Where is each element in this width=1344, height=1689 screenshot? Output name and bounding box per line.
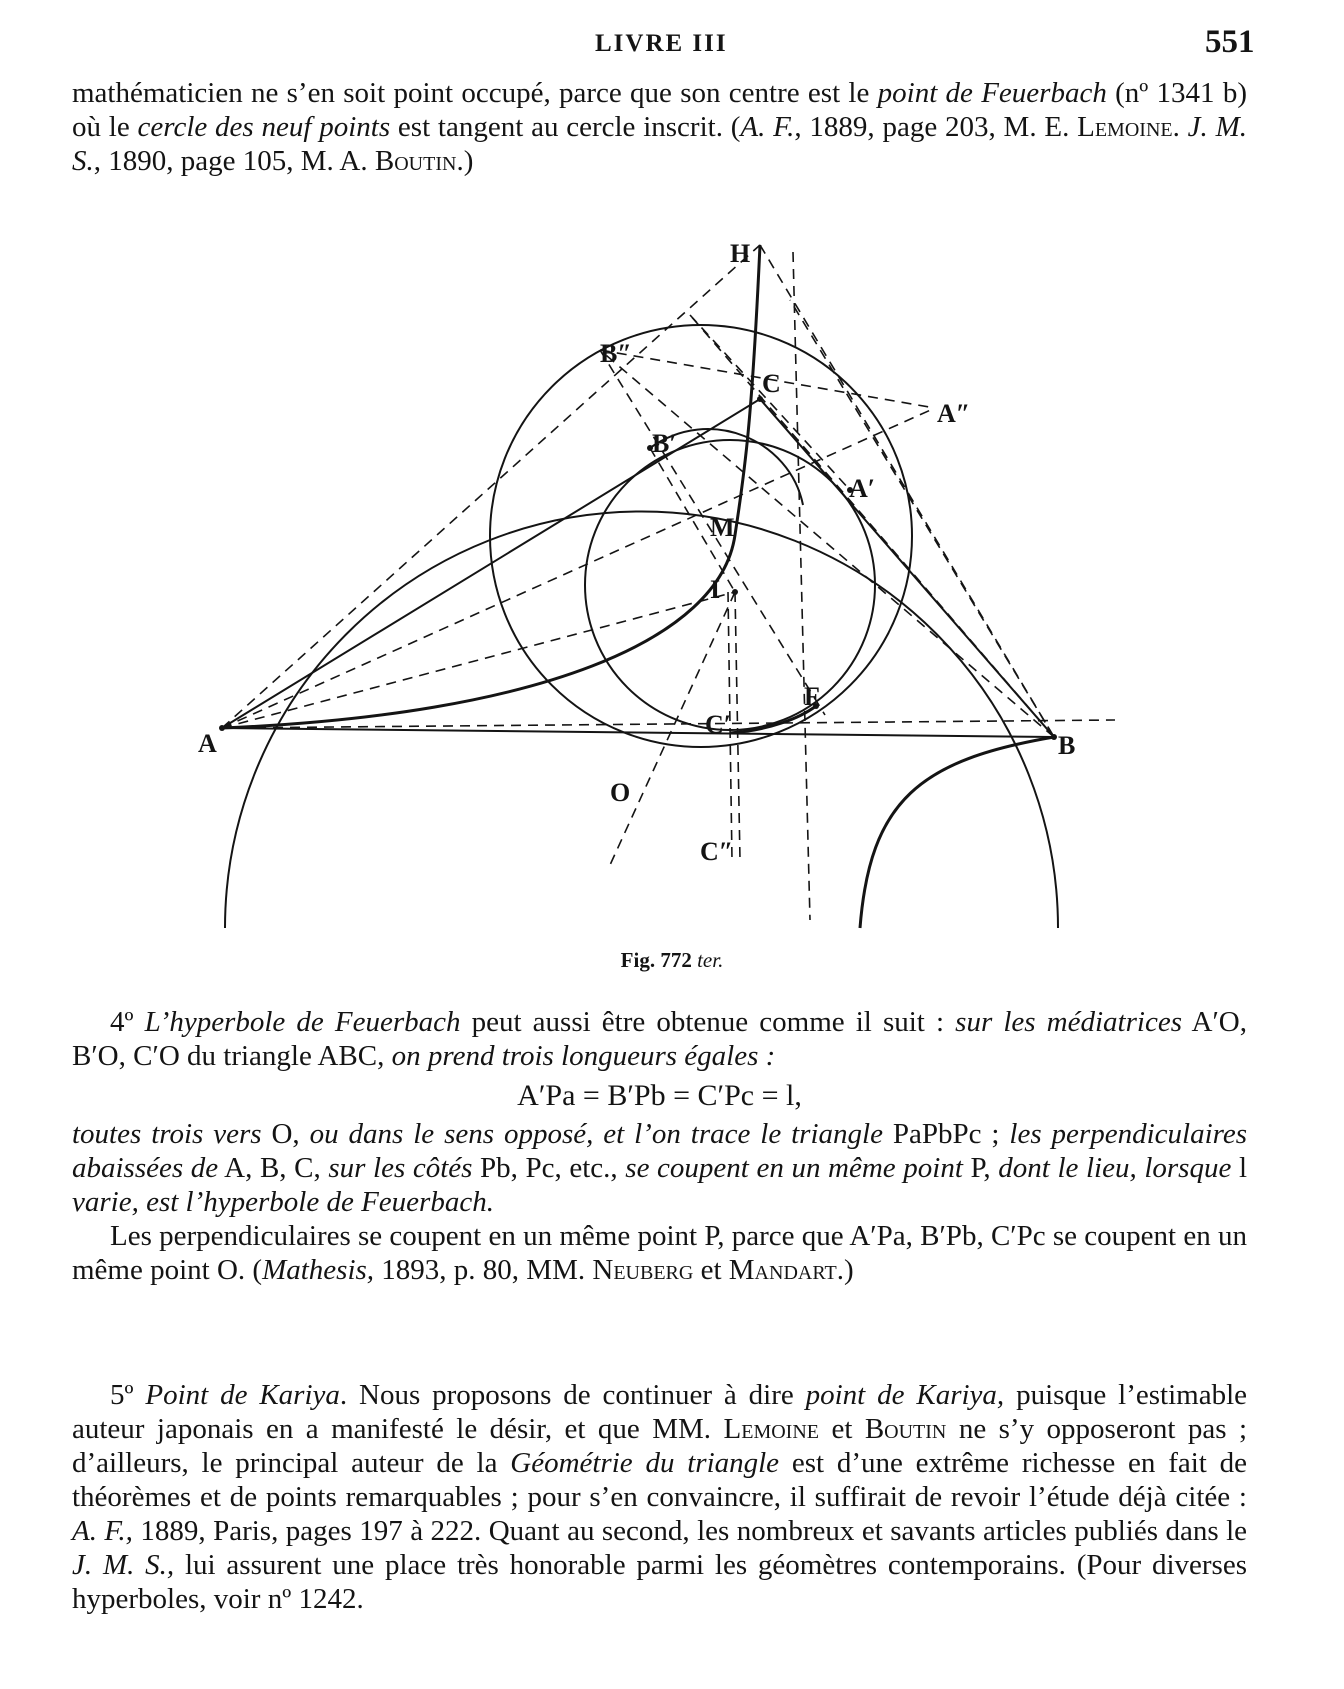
label-A-double-prime: A″ (937, 399, 971, 428)
label-O: O (610, 778, 631, 807)
running-title: LIVRE III (595, 30, 728, 57)
dashed-line (222, 245, 760, 728)
label-C-prime: C′ (705, 710, 732, 739)
section-4: 4º L’hyperbole de Feuerbach peut aussi être obtenue comme il suit : sur les médiatrices A′O, B′O, C′O du triangle ABC, on prend trois longueurs égales : A′Pa = B′Pb = C′Pc = l, toutes trois vers O, ou dans le sens opposé, et l’on trace le triangle PaPbPc ; les perpendiculaires abaissées de A, B, C, sur les côtés Pb, Pc, etc., se coupent en un même point P, dont le lieu, lorsque l varie, est l’hyperbole de Feuerbach. Les perpendiculaires se coupent en un même point P, parce que A′Pa, B′Pb, C′Pc se coupent en un même point O. (Mathesis, 1893, p. 80, MM. Neuberg et Mandart.) (72, 1006, 1248, 1286)
page-number: 551 (1205, 24, 1255, 60)
label-B-double-prime: B″ (600, 339, 632, 368)
label-C-double-prime: C″ (700, 837, 734, 866)
label-M: M (710, 513, 735, 542)
dashed-line (735, 592, 740, 860)
formula: A′Pa = B′Pb = C′Pc = l, (517, 1079, 802, 1112)
dashed-line (222, 720, 1115, 728)
label-C: C (762, 369, 781, 398)
label-A: A (198, 729, 217, 758)
label-B-prime: B′ (652, 429, 677, 458)
triangle-abc (222, 399, 1054, 737)
section-5: 5º Point de Kariya. Nous proposons de continuer à dire point de Kariya, puisque l’estimable auteur japonais en a manifesté le désir, et que MM. Lemoine et Boutin ne s’y opposeront pas ; d’ailleurs, le principal auteur de la Géométrie du triangle est d’une extrême richesse en fait de théorèmes et de points remarquables ; pour s’en convaincre, il suffirait de revoir l’étude déjà citée : A. F., 1889, Paris, pages 197 à 222. Quant au second, les nombreux et savants articles publiés dans le J. M. S., lui assurent une place très honorable parmi les géomètres contemporains. (Pour diverses hyperboles, voir nº 1242. (72, 1379, 1248, 1615)
dashed-line (793, 252, 810, 920)
figure-caption: Fig. 772 ter. (620, 948, 724, 972)
intro-paragraph: mathématicien ne s’en soit point occupé, parce que son centre est le point de Feuerbach (nº 1341 b) où le cercle des neuf points est tangent au cercle inscrit. (A. F., 1889, page 203, M. E. Lemoine. J. M. S., 1890, page 105, M. A. Boutin.) (72, 77, 1248, 177)
dashed-line (222, 408, 935, 728)
label-I: I (710, 575, 721, 604)
label-F: F (804, 682, 820, 711)
label-B: B (1058, 731, 1076, 760)
nine-point-circle (490, 325, 912, 747)
dashed-line (600, 350, 1054, 737)
label-A-prime: A′ (849, 474, 876, 503)
page-header (0, 24, 1344, 64)
geometric-figure (0, 220, 1344, 940)
dashed-line (690, 315, 850, 490)
label-H: H (730, 239, 751, 268)
